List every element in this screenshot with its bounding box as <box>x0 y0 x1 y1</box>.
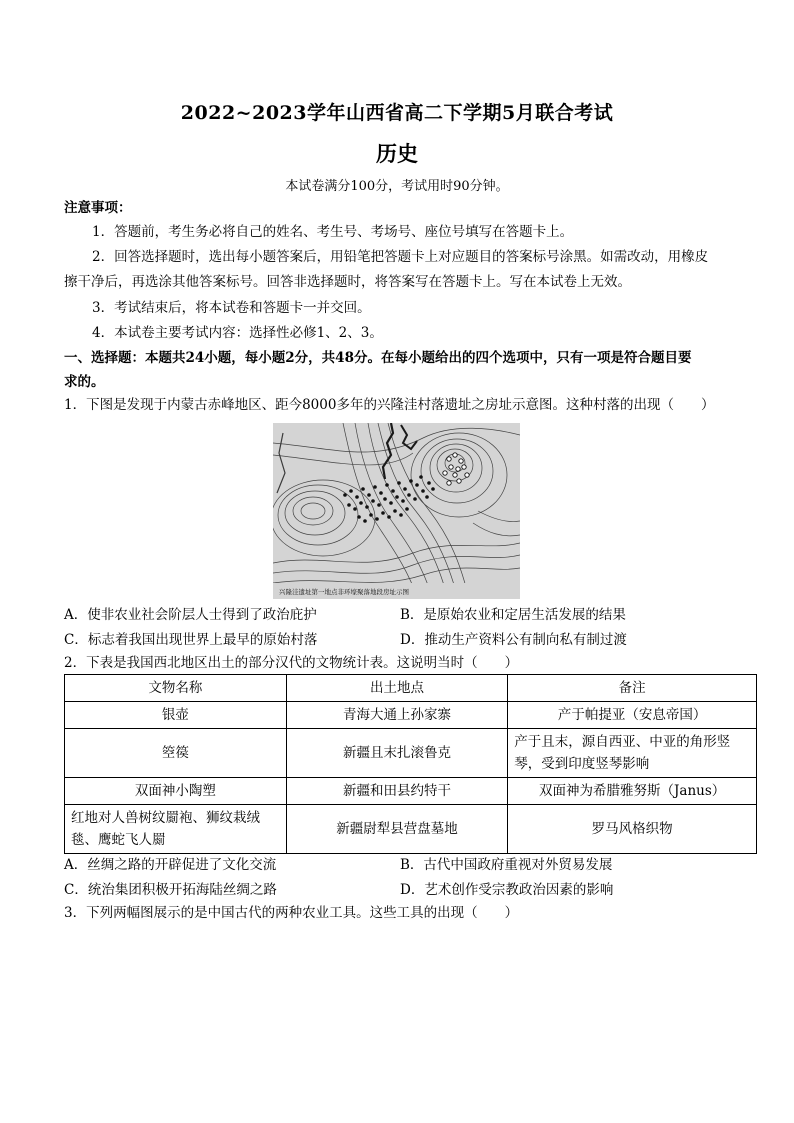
table-row <box>65 729 757 778</box>
question-2-stem: 2．下表是我国西北地区出土的部分汉代的文物统计表。这说明当时（ ） <box>64 655 519 671</box>
settlement-site-map <box>273 423 520 599</box>
question-2-option-a: A．丝绸之路的开辟促进了文化交流 <box>64 857 277 873</box>
notice-item-1: 1．答题前，考生务必将自己的姓名、考生号、考场号、座位号填写在答题卡上。 <box>92 224 574 240</box>
section-heading-line-2: 求的。 <box>64 374 105 390</box>
notice-heading: 注意事项： <box>64 200 132 216</box>
table-cell: 产于且末，源自西亚、中亚的角形竖琴，受到印度竖琴影响 <box>508 729 757 778</box>
question-2-option-d: D．艺术创作受宗教政治因素的影响 <box>400 882 614 898</box>
table-header-cell: 出土地点 <box>286 675 508 702</box>
table-cell: 新疆和田县约特干 <box>286 778 508 805</box>
table-row <box>65 778 757 805</box>
exam-title: 2022~2023学年山西省高二下学期5月联合考试 <box>180 102 614 124</box>
relics-table <box>64 674 757 854</box>
table-row <box>65 805 757 854</box>
table-cell: 双面神小陶塑 <box>65 778 287 805</box>
table-cell: 新疆尉犁县营盘墓地 <box>286 805 508 854</box>
question-2-option-c: C．统治集团积极开拓海陆丝绸之路 <box>64 882 277 898</box>
notice-item-2-line-2: 擦干净后，再选涂其他答案标号。回答非选择题时，将答案写在答题卡上。写在本试卷上无效。 <box>64 274 631 290</box>
section-heading-line-1: 一、选择题：本题共24小题，每小题2分，共48分。在每小题给出的四个选项中，只有一项是符合题目要 <box>64 350 692 366</box>
question-1-stem: 1．下图是发现于内蒙古赤峰地区、距今8000多年的兴隆洼村落遗址之房址示意图。这种村落的出现（ ） <box>64 397 715 413</box>
question-1-option-a: A．使非农业社会阶层人士得到了政治庇护 <box>64 607 317 623</box>
notice-item-2-line-1: 2．回答选择题时，选出每小题答案后，用铅笔把答题卡上对应题目的答案标号涂黑。如需改动，用橡皮 <box>92 249 709 265</box>
table-cell: 红地对人兽树纹罽袍、狮纹栽绒毯、鹰蛇飞人罽 <box>65 805 287 854</box>
table-cell: 罗马风格织物 <box>508 805 757 854</box>
table-cell: 产于帕提亚（安息帝国） <box>508 702 757 729</box>
table-header-row <box>65 675 757 702</box>
question-3-stem: 3．下列两幅图展示的是中国古代的两种农业工具。这些工具的出现（ ） <box>64 905 519 921</box>
table-header-cell: 备注 <box>508 675 757 702</box>
table-cell: 双面神为希腊雅努斯（Janus） <box>508 778 757 805</box>
table-cell: 新疆且末扎滚鲁克 <box>286 729 508 778</box>
question-2-option-b: B．古代中国政府重视对外贸易发展 <box>400 857 613 873</box>
question-1-option-b: B．是原始农业和定居生活发展的结果 <box>400 607 626 623</box>
question-1-option-c: C．标志着我国出现世界上最早的原始村落 <box>64 632 318 648</box>
score-note: 本试卷满分100分，考试用时90分钟。 <box>285 179 509 194</box>
table-header-cell: 文物名称 <box>65 675 287 702</box>
table-cell: 银壶 <box>65 702 287 729</box>
table-row <box>65 702 757 729</box>
notice-item-4: 4．本试卷主要考试内容：选择性必修1、2、3。 <box>92 325 383 341</box>
figure-caption: 兴隆洼遗址第一地点非环壕聚落地段房址示图 <box>279 588 409 596</box>
table-cell: 箜篌 <box>65 729 287 778</box>
subject-title: 历史 <box>376 141 418 166</box>
notice-item-3: 3．考试结束后，将本试卷和答题卡一并交回。 <box>92 300 371 316</box>
table-cell: 青海大通上孙家寨 <box>286 702 508 729</box>
question-1-option-d: D．推动生产资料公有制向私有制过渡 <box>400 632 627 648</box>
